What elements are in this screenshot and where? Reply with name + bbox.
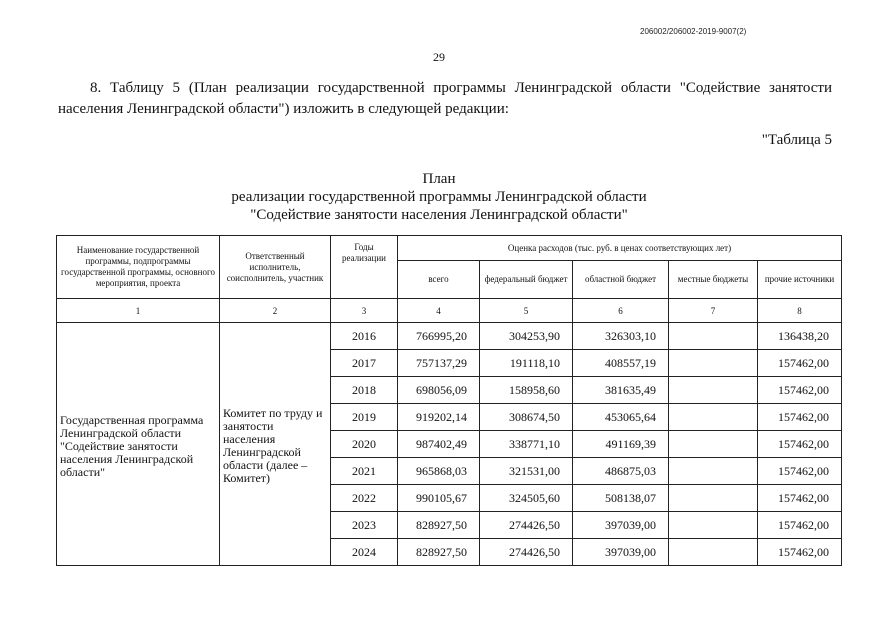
table-label: "Таблица 5 <box>761 132 832 148</box>
regional-cell: 491169,39 <box>573 431 669 458</box>
column-number: 5 <box>480 299 573 323</box>
local-cell <box>669 431 758 458</box>
other-cell: 157462,00 <box>758 485 842 512</box>
regional-cell: 397039,00 <box>573 512 669 539</box>
header-local: местные бюджеты <box>669 261 758 299</box>
header-total: всего <box>398 261 480 299</box>
caption-line-3: "Содействие занятости населения Ленинградской области" <box>250 207 628 223</box>
total-cell: 698056,09 <box>398 377 480 404</box>
other-cell: 157462,00 <box>758 458 842 485</box>
federal-cell: 274426,50 <box>480 539 573 566</box>
federal-cell: 338771,10 <box>480 431 573 458</box>
local-cell <box>669 350 758 377</box>
column-number: 1 <box>57 299 220 323</box>
local-cell <box>669 512 758 539</box>
federal-cell: 304253,90 <box>480 323 573 350</box>
year-cell: 2018 <box>331 377 398 404</box>
header-other: прочие источники <box>758 261 842 299</box>
executor-cell: Комитет по труду и занятости населения Ленинградской области (далее – Комитет) <box>220 323 331 566</box>
other-cell: 157462,00 <box>758 350 842 377</box>
regional-cell: 326303,10 <box>573 323 669 350</box>
table-caption <box>0 170 878 224</box>
year-cell: 2020 <box>331 431 398 458</box>
caption-line-2: реализации государственной программы Ленинградской области <box>231 189 647 205</box>
column-number: 7 <box>669 299 758 323</box>
column-number: 3 <box>331 299 398 323</box>
year-cell: 2017 <box>331 350 398 377</box>
local-cell <box>669 404 758 431</box>
regional-cell: 486875,03 <box>573 458 669 485</box>
total-cell: 919202,14 <box>398 404 480 431</box>
federal-cell: 308674,50 <box>480 404 573 431</box>
total-cell: 766995,20 <box>398 323 480 350</box>
column-number: 2 <box>220 299 331 323</box>
total-cell: 828927,50 <box>398 539 480 566</box>
total-cell: 757137,29 <box>398 350 480 377</box>
federal-cell: 158958,60 <box>480 377 573 404</box>
regional-cell: 381635,49 <box>573 377 669 404</box>
local-cell <box>669 485 758 512</box>
other-cell: 157462,00 <box>758 404 842 431</box>
total-cell: 987402,49 <box>398 431 480 458</box>
plan-table <box>56 235 842 566</box>
page-number: 29 <box>433 50 445 64</box>
amendment-paragraph: 8. Таблицу 5 (План реализации государственной программы Ленинградской области "Содействие занятости населения Ленинградской области") изложить в следующей редакции: <box>58 80 832 117</box>
local-cell <box>669 323 758 350</box>
local-cell <box>669 458 758 485</box>
year-cell: 2022 <box>331 485 398 512</box>
header-costs: Оценка расходов (тыс. руб. в ценах соответствующих лет) <box>398 236 842 261</box>
federal-cell: 191118,10 <box>480 350 573 377</box>
caption-line-1: План <box>422 171 456 187</box>
regional-cell: 508138,07 <box>573 485 669 512</box>
local-cell <box>669 377 758 404</box>
regional-cell: 397039,00 <box>573 539 669 566</box>
column-number: 8 <box>758 299 842 323</box>
local-cell <box>669 539 758 566</box>
column-number: 6 <box>573 299 669 323</box>
total-cell: 828927,50 <box>398 512 480 539</box>
regional-cell: 453065,64 <box>573 404 669 431</box>
other-cell: 157462,00 <box>758 377 842 404</box>
total-cell: 990105,67 <box>398 485 480 512</box>
table-row <box>57 323 842 350</box>
header-federal: федеральный бюджет <box>480 261 573 299</box>
year-cell: 2024 <box>331 539 398 566</box>
regional-cell: 408557,19 <box>573 350 669 377</box>
header-regional: областной бюджет <box>573 261 669 299</box>
federal-cell: 324505,60 <box>480 485 573 512</box>
total-cell: 965868,03 <box>398 458 480 485</box>
other-cell: 136438,20 <box>758 323 842 350</box>
program-name-cell: Государственная программа Ленинградской области "Содействие занятости населения Ленинградской области" <box>57 323 220 566</box>
header-name: Наименование государственной программы, подпрограммы государственной программы, основного мероприятия, проекта <box>57 236 220 299</box>
other-cell: 157462,00 <box>758 431 842 458</box>
other-cell: 157462,00 <box>758 539 842 566</box>
year-cell: 2023 <box>331 512 398 539</box>
document-id: 206002/206002-2019-9007(2) <box>640 27 747 36</box>
header-years: Годы реализации <box>331 236 398 299</box>
federal-cell: 274426,50 <box>480 512 573 539</box>
column-number: 4 <box>398 299 480 323</box>
header-executor: Ответственный исполнитель, соисполнитель, участник <box>220 236 331 299</box>
year-cell: 2019 <box>331 404 398 431</box>
year-cell: 2021 <box>331 458 398 485</box>
year-cell: 2016 <box>331 323 398 350</box>
other-cell: 157462,00 <box>758 512 842 539</box>
federal-cell: 321531,00 <box>480 458 573 485</box>
